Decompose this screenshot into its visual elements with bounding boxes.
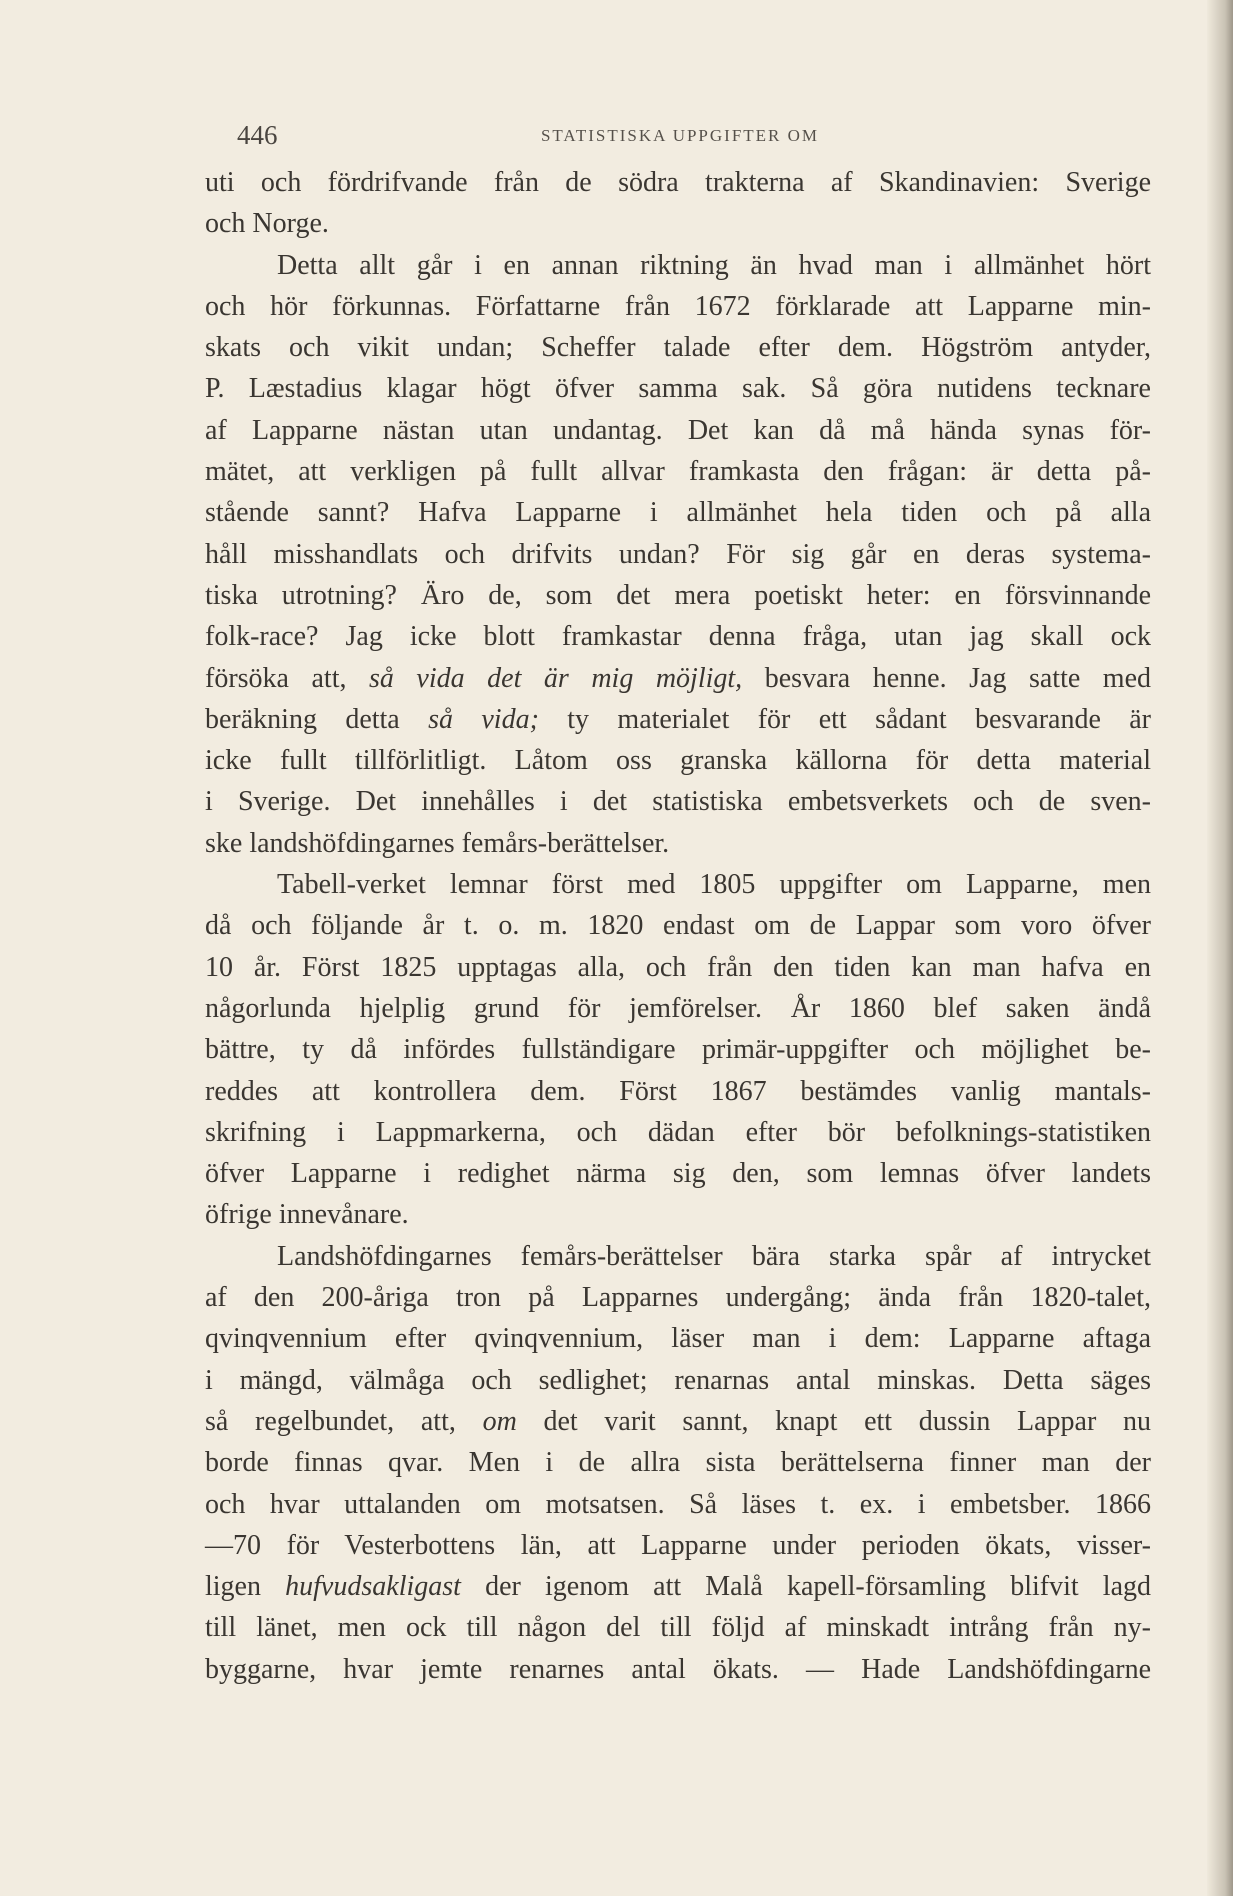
- text-line: [205, 203, 1151, 244]
- text-segment: ty materialet för ett sådant besvarande är: [538, 703, 1152, 735]
- page-header: [205, 120, 1155, 160]
- text-line: [205, 327, 1151, 368]
- text-segment: Landshöfdingarnes femårs-berättelser bära starka spår af intrycket: [277, 1240, 1151, 1272]
- italic-text: så vida det är mig möjligt,: [369, 662, 743, 694]
- text-line: [205, 905, 1151, 946]
- page-edge-shadow: [1207, 0, 1233, 1896]
- text-segment: uti och fördrifvande från de södra trakterna af Skandinavien: Sverige: [205, 167, 1151, 198]
- text-line: [205, 864, 1151, 905]
- text-line: [205, 947, 1151, 988]
- text-line: [205, 823, 1151, 864]
- text-segment: 10 år. Först 1825 upptagas alla, och från den tiden kan man hafva en: [205, 951, 1151, 983]
- text-segment: —70 för Vesterbottens län, att Lapparne under perioden ökats, visser-: [205, 1529, 1151, 1561]
- text-segment: borde finnas qvar. Men i de allra sista berättelserna finner man der: [205, 1447, 1151, 1479]
- text-segment: folk-race? Jag icke blott framkastar denna fråga, utan jag skall ock: [205, 621, 1151, 653]
- text-line: [205, 740, 1151, 781]
- text-segment: af den 200-åriga tron på Lapparnes undergång; ända från 1820-talet,: [205, 1282, 1151, 1314]
- text-line: [205, 575, 1151, 616]
- text-segment: öfrige innevånare.: [205, 1199, 409, 1231]
- text-segment: bättre, ty då infördes fullständigare primär-uppgifter och möjlighet be-: [205, 1034, 1151, 1066]
- text-line: [205, 534, 1151, 575]
- text-line: [205, 616, 1151, 657]
- text-segment: qvinqvennium efter qvinqvennium, läser man i dem: Lapparne aftaga: [205, 1323, 1151, 1355]
- text-segment: tiska utrotning? Äro de, som det mera poetiskt heter: en försvinnande: [205, 579, 1151, 611]
- text-line: [205, 658, 1151, 699]
- italic-text: så vida;: [428, 703, 539, 735]
- text-line: [205, 1112, 1151, 1153]
- text-line: [205, 1566, 1151, 1607]
- text-segment: och hvar uttalanden om motsatsen. Så läses t. ex. i embetsber. 1866: [205, 1488, 1151, 1520]
- text-line: [205, 451, 1151, 492]
- italic-text: hufvudsakligast: [285, 1571, 461, 1603]
- text-line: [205, 988, 1151, 1029]
- text-line: [205, 1071, 1151, 1112]
- text-line: [205, 245, 1151, 286]
- text-line: [205, 1442, 1151, 1483]
- text-segment: skrifning i Lappmarkerna, och dädan efter bör befolknings-statistiken: [205, 1116, 1151, 1148]
- text-segment: då och följande år t. o. m. 1820 endast om de Lappar som voro öfver: [205, 910, 1151, 942]
- text-line: [205, 368, 1151, 409]
- text-line: [205, 699, 1151, 740]
- text-line: [205, 1153, 1151, 1194]
- text-segment: reddes att kontrollera dem. Först 1867 bestämdes vanlig mantals-: [205, 1075, 1151, 1107]
- text-line: [205, 1236, 1151, 1277]
- text-segment: det varit sannt, knapt ett dussin Lappar nu: [516, 1405, 1152, 1437]
- text-line: [205, 286, 1151, 327]
- text-line: [205, 1401, 1151, 1442]
- text-line: [205, 1649, 1151, 1690]
- text-segment: så regelbundet, att,: [205, 1405, 483, 1437]
- text-segment: Tabell-verket lemnar först med 1805 uppgifter om Lapparne, men: [277, 869, 1151, 901]
- text-segment: mätet, att verkligen på fullt allvar framkasta den frågan: är detta på-: [205, 456, 1151, 488]
- text-line: [205, 1318, 1151, 1359]
- text-segment: skats och vikit undan; Scheffer talade efter dem. Högström antyder,: [205, 332, 1151, 364]
- text-segment: Detta allt går i en annan riktning än hvad man i allmänhet hört: [277, 249, 1151, 281]
- text-segment: i Sverige. Det innehålles i det statistiska embetsverkets och de sven-: [205, 786, 1151, 818]
- italic-text: om: [482, 1405, 517, 1437]
- text-line: [205, 1525, 1151, 1566]
- text-segment: P. Læstadius klagar högt öfver samma sak. Så göra nutidens tecknare: [205, 373, 1151, 405]
- text-segment: besvara henne. Jag satte med: [742, 662, 1152, 694]
- text-line: [205, 1194, 1151, 1235]
- text-segment: stående sannt? Hafva Lapparne i allmänhet hela tiden och på alla: [205, 497, 1151, 529]
- text-segment: försöka att,: [205, 662, 370, 694]
- text-segment: någorlunda hjelplig grund för jemförelser. År 1860 blef saken ändå: [205, 992, 1151, 1024]
- text-segment: byggarne, hvar jemte renarnes antal ökats. — Hade Landshöfdingarne: [205, 1653, 1151, 1685]
- text-segment: ligen: [205, 1571, 286, 1603]
- text-line: [205, 162, 1151, 203]
- text-segment: ske landshöfdingarnes femårs-berättelser.: [205, 827, 670, 859]
- text-line: [205, 1360, 1151, 1401]
- text-segment: och hör förkunnas. Författarne från 1672 förklarade att Lapparne min-: [205, 290, 1151, 322]
- text-line: [205, 781, 1151, 822]
- text-segment: icke fullt tillförlitligt. Låtom oss granska källorna för detta material: [205, 745, 1151, 777]
- page-number: 446: [237, 120, 278, 150]
- text-segment: öfver Lapparne i redighet närma sig den, som lemnas öfver landets: [205, 1158, 1151, 1190]
- running-head: STATISTISKA UPPGIFTER OM: [540, 126, 820, 145]
- text-segment: håll misshandlats och drifvits undan? För sig går en deras systema-: [205, 538, 1151, 570]
- text-line: [205, 1029, 1151, 1070]
- text-segment: till länet, men ock till någon del till följd af minskadt intrång från ny-: [205, 1612, 1151, 1644]
- text-segment: och Norge.: [205, 208, 329, 240]
- text-line: [205, 492, 1151, 533]
- text-line: [205, 1484, 1151, 1525]
- text-segment: der igenom att Malå kapell-församling blifvit lagd: [460, 1571, 1151, 1603]
- text-line: [205, 410, 1151, 451]
- text-line: [205, 1607, 1151, 1648]
- text-line: [205, 1277, 1151, 1318]
- text-segment: af Lapparne nästan utan undantag. Det kan då må hända synas för-: [205, 414, 1151, 446]
- text-segment: i mängd, välmåga och sedlighet; renarnas antal minskas. Detta säges: [205, 1364, 1151, 1396]
- body-text: [205, 162, 1151, 1690]
- text-segment: beräkning detta: [205, 703, 429, 735]
